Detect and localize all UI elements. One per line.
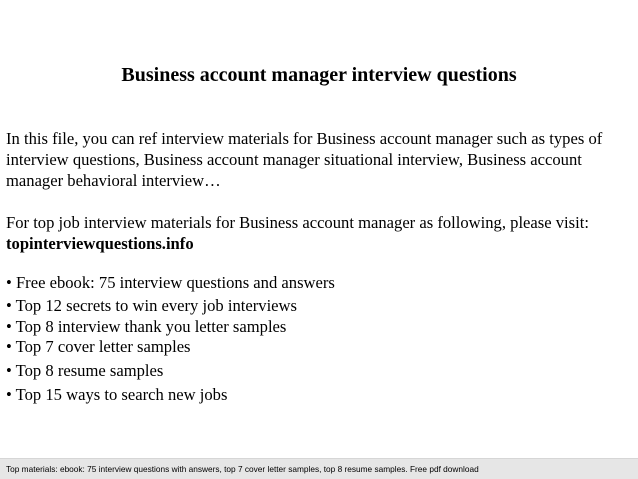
visit-text: For top job interview materials for Business account manager as following, please visit: — [6, 213, 589, 232]
website-link[interactable]: topinterviewquestions.info — [6, 234, 194, 253]
list-item-cover-letter: • Top 7 cover letter samples — [6, 337, 191, 356]
intro-paragraph: In this file, you can ref interview materials for Business account manager such as types of interview questions, Business account manager situational interview, Business account manager behavioral interview… — [6, 129, 603, 190]
list-item-secrets: • Top 12 secrets to win every job interviews — [6, 296, 297, 315]
visit-paragraph — [6, 212, 634, 254]
list-item-ebook: • Free ebook: 75 interview questions and answers — [6, 273, 335, 292]
list-item-job-search: • Top 15 ways to search new jobs — [6, 385, 228, 404]
list-item-resume: • Top 8 resume samples — [6, 361, 164, 380]
footer-bar: Top materials: ebook: 75 interview questions with answers, top 7 cover letter samples, top 8 resume samples. Free pdf download — [0, 458, 638, 479]
materials-list — [6, 272, 634, 405]
list-item-thank-you: • Top 8 interview thank you letter samples — [6, 317, 287, 336]
page-title: Business account manager interview questions — [121, 64, 517, 86]
